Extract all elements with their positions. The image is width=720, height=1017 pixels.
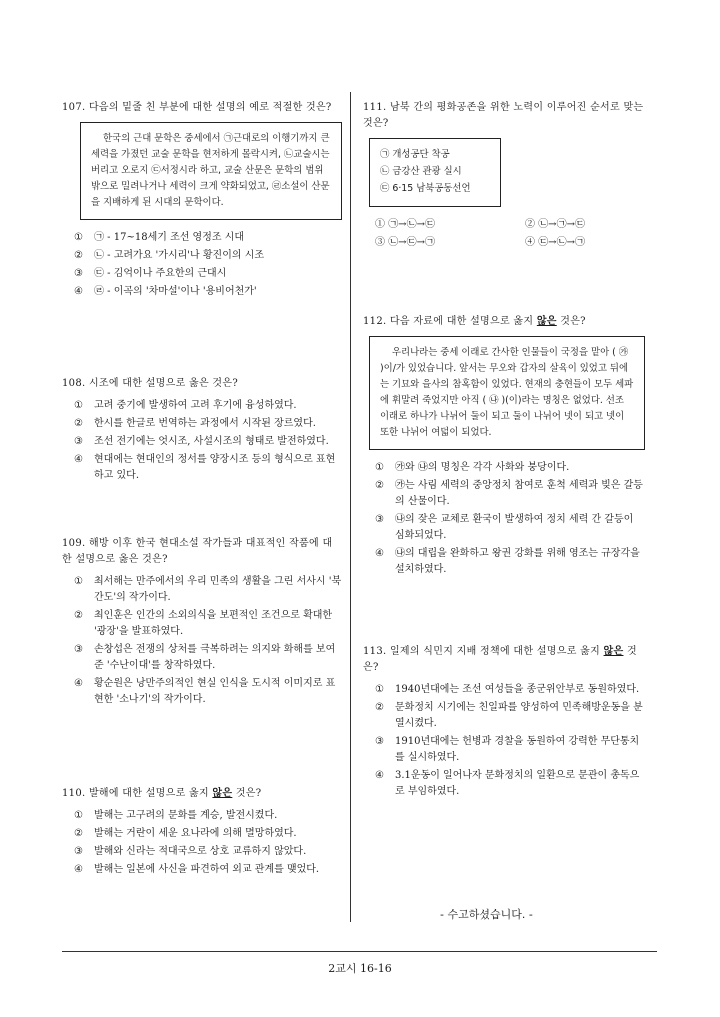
option-number: ② <box>74 418 83 429</box>
option[interactable] <box>74 826 342 842</box>
option[interactable] <box>375 546 645 578</box>
option-text: 1940년대에는 조선 여성들을 종군위안부로 동원하였다. <box>395 684 640 695</box>
option-text: ㉯의 잦은 교체로 환국이 발생하여 정치 세력 간 갈등이 심화되었다. <box>395 514 634 541</box>
option[interactable] <box>74 608 342 640</box>
option-text: 고려 중기에 발생하여 고려 후기에 융성하였다. <box>94 400 297 411</box>
option[interactable] <box>74 452 342 484</box>
passage-text: 우리나라는 중세 이래로 간사한 인물들이 국정을 맡아 ( ㉮ )이/가 있었습니다. 앞서는 무오와 갑자의 살육이 있었고 뒤에는 기묘와 을사의 참혹함이 있었다. 현재의 충현들이 모두 세파에 휘말려 죽었지만 아직 ( ㉯ )(이)라는 명칭은 없었다. 선조 이래로 하나가 나뉘어 둘이 되고 둘이 나뉘어 넷이 되고 넷이 또한 나뉘어 여덟이 되었다. <box>380 347 634 438</box>
option[interactable] <box>74 862 342 878</box>
option-text: ㉢ - 김억이나 주요한의 근대시 <box>94 268 227 279</box>
option[interactable] <box>74 284 342 300</box>
page-number: 2교시 16-16 <box>328 962 392 975</box>
option-number: ② <box>375 702 384 713</box>
option[interactable] <box>375 478 645 510</box>
option-number: ① <box>74 232 83 243</box>
box-item: ㉠ 개성공단 착공 <box>380 149 450 160</box>
question-110 <box>62 786 342 878</box>
option[interactable] <box>74 574 342 606</box>
question-109 <box>62 536 342 786</box>
option-number: ② <box>74 828 83 839</box>
question-107 <box>62 100 342 312</box>
option-text: 발해는 고구려의 문화를 계승, 발전시켰다. <box>94 810 278 821</box>
option-number: ③ <box>375 237 385 248</box>
stem-pre: 113. 일제의 식민지 지배 정책에 대한 설명으로 옳지 <box>363 646 604 657</box>
option-number: ④ <box>74 678 83 689</box>
option[interactable] <box>74 230 342 246</box>
option[interactable] <box>525 235 645 251</box>
option-number: ③ <box>74 644 83 655</box>
option-number: ① <box>375 462 384 473</box>
option-text: ㉢→㉡→㉠ <box>538 237 585 248</box>
question-111 <box>363 100 645 314</box>
option-number: ③ <box>74 846 83 857</box>
passage-box <box>80 122 342 220</box>
option[interactable] <box>375 235 525 251</box>
passage-text: 한국의 근대 문학은 중세에서 ㉠근대로의 이행기까지 큰 세력을 가졌던 교술 문학을 현저하게 몰락시켜, ㉡교술시는 버리고 오로지 ㉢서정시라 하고, 교술 산문은 문학의 범위 밖으로 밀려나거나 세력이 크게 약화되었고, ㉣소설이 산문을 지배하게 된 시대의 문학이다. <box>91 133 330 208</box>
column-divider <box>350 92 351 922</box>
option-text: ㉡→㉢→㉠ <box>388 237 435 248</box>
options-list <box>363 460 645 578</box>
option-number: ③ <box>74 268 83 279</box>
option[interactable] <box>375 682 645 698</box>
option[interactable] <box>74 808 342 824</box>
option-number: ② <box>525 219 535 230</box>
option-text: 최서해는 만주에서의 우리 민족의 생활을 그린 서사시 '북간도'의 작가이다. <box>94 576 342 603</box>
option[interactable] <box>375 768 645 800</box>
option-text: ㉠ - 17~18세기 조선 영정조 시대 <box>94 232 245 243</box>
option-number: ③ <box>375 514 384 525</box>
option-number: ④ <box>375 770 384 781</box>
option[interactable] <box>74 676 342 708</box>
option-text: ㉠→㉡→㉢ <box>388 219 435 230</box>
question-stem: 108. 시조에 대한 설명으로 옳은 것은? <box>62 378 239 389</box>
box-item: ㉡ 금강산 관광 실시 <box>380 166 462 177</box>
item-list-box <box>369 138 501 207</box>
stem-post: 것은? <box>363 646 637 673</box>
option-number: ④ <box>74 864 83 875</box>
option-text: ㉣ - 이곡의 '차마설'이나 '용비어천가' <box>94 286 257 297</box>
option-text: 1910년대에는 헌병과 경찰을 동원하여 강력한 무단통치를 실시하였다. <box>395 736 640 763</box>
question-stem <box>62 786 342 802</box>
option-number: ④ <box>375 548 384 559</box>
option-text: ㉡ - 고려가요 '가시리'나 황진이의 시조 <box>94 250 265 261</box>
option[interactable] <box>375 734 645 766</box>
option-text: 최인훈은 인간의 소외의식을 보편적인 조건으로 확대한 '광장'을 발표하였다. <box>94 610 333 637</box>
option-text: 현대에는 현대인의 정서를 양장시조 등의 형식으로 표현하고 있다. <box>94 454 336 481</box>
option[interactable] <box>74 248 342 264</box>
option-text: 조선 전기에는 엇시조, 사설시조의 형태로 발전하였다. <box>94 436 329 447</box>
option[interactable] <box>375 217 525 233</box>
option-text: 3.1운동이 일어나자 문화정치의 일환으로 문관이 총독으로 부임하였다. <box>395 770 640 797</box>
question-stem <box>363 314 645 330</box>
option-number: ④ <box>74 286 83 297</box>
option[interactable] <box>74 844 342 860</box>
option[interactable] <box>74 416 342 432</box>
stem-post: 것은? <box>556 316 586 327</box>
stem-emphasis: 않은 <box>536 316 557 327</box>
option-number: ④ <box>74 454 83 465</box>
closing-message: - 수고하셨습니다. - <box>440 908 533 921</box>
option[interactable] <box>74 642 342 674</box>
stem-pre: 112. 다음 자료에 대한 설명으로 옳지 <box>363 316 537 327</box>
option[interactable] <box>74 434 342 450</box>
option-text: 발해는 거란이 세운 요나라에 의해 멸망하였다. <box>94 828 297 839</box>
option-text: 한시를 한글로 번역하는 과정에서 시작된 장르였다. <box>94 418 316 429</box>
option[interactable] <box>525 217 645 233</box>
question-113 <box>363 644 645 800</box>
question-112 <box>363 314 645 644</box>
options-list <box>363 682 645 800</box>
option-number: ② <box>375 480 384 491</box>
option[interactable] <box>74 398 342 414</box>
footer-divider <box>62 951 657 952</box>
option-number: ② <box>74 250 83 261</box>
question-stem <box>363 644 645 676</box>
options-list <box>62 808 342 878</box>
question-stem: 109. 해방 이후 한국 현대소설 작가들과 대표적인 작품에 대한 설명으로 옳은 것은? <box>62 538 333 565</box>
options-grid <box>363 217 645 253</box>
option-number: ② <box>74 610 83 621</box>
option[interactable] <box>375 512 645 544</box>
option-text: ㉮는 사림 세력의 중앙정치 참여로 훈척 세력과 빚은 갈등의 산물이다. <box>395 480 643 507</box>
question-108 <box>62 376 342 536</box>
option-text: ㉡→㉠→㉢ <box>538 219 585 230</box>
option-text: 발해는 일본에 사신을 파견하여 외교 관계를 맺었다. <box>94 864 320 875</box>
option-number: ① <box>375 684 384 695</box>
stem-emphasis: 않은 <box>603 646 624 657</box>
box-item: ㉢ 6·15 남북공동선언 <box>380 183 471 194</box>
option-number: ① <box>375 219 385 230</box>
option-number: ③ <box>375 736 384 747</box>
option-text: 문화정치 시기에는 친일파를 양성하여 민족해방운동을 분열시켰다. <box>395 702 643 729</box>
options-list <box>62 398 342 484</box>
stem-emphasis: 않은 <box>212 788 233 799</box>
left-column <box>62 100 342 880</box>
question-stem: 111. 남북 간의 평화공존을 위한 노력이 이루어진 순서로 맞는 것은? <box>363 102 644 129</box>
option[interactable] <box>375 700 645 732</box>
question-stem: 107. 다음의 밑줄 친 부분에 대한 설명의 예로 적절한 것은? <box>62 102 332 113</box>
option-text: 발해와 신라는 적대국으로 상호 교류하지 않았다. <box>94 846 307 857</box>
option-number: ④ <box>525 237 535 248</box>
right-column <box>363 100 645 802</box>
option-number: ① <box>74 576 83 587</box>
option-number: ③ <box>74 436 83 447</box>
option-text: ㉯의 대립을 완화하고 왕권 강화를 위해 영조는 규장각을 설치하였다. <box>395 548 640 575</box>
option-text: 황순원은 낭만주의적인 현실 인식을 도시적 이미지로 표현한 '소나기'의 작가이다. <box>94 678 336 705</box>
option-text: 손창섭은 전쟁의 상처를 극복하려는 의지와 화해를 보여 준 '수난이대'를 창작하였다. <box>94 644 336 671</box>
option-number: ① <box>74 400 83 411</box>
options-list <box>62 230 342 300</box>
stem-pre: 110. 발해에 대한 설명으로 옳지 <box>62 788 213 799</box>
option-number: ① <box>74 810 83 821</box>
options-list <box>62 574 342 708</box>
passage-box <box>369 336 645 450</box>
option[interactable] <box>74 266 342 282</box>
option[interactable] <box>375 460 645 476</box>
option-text: ㉮와 ㉯의 명칭은 각각 사화와 붕당이다. <box>395 462 570 473</box>
stem-post: 것은? <box>232 788 262 799</box>
